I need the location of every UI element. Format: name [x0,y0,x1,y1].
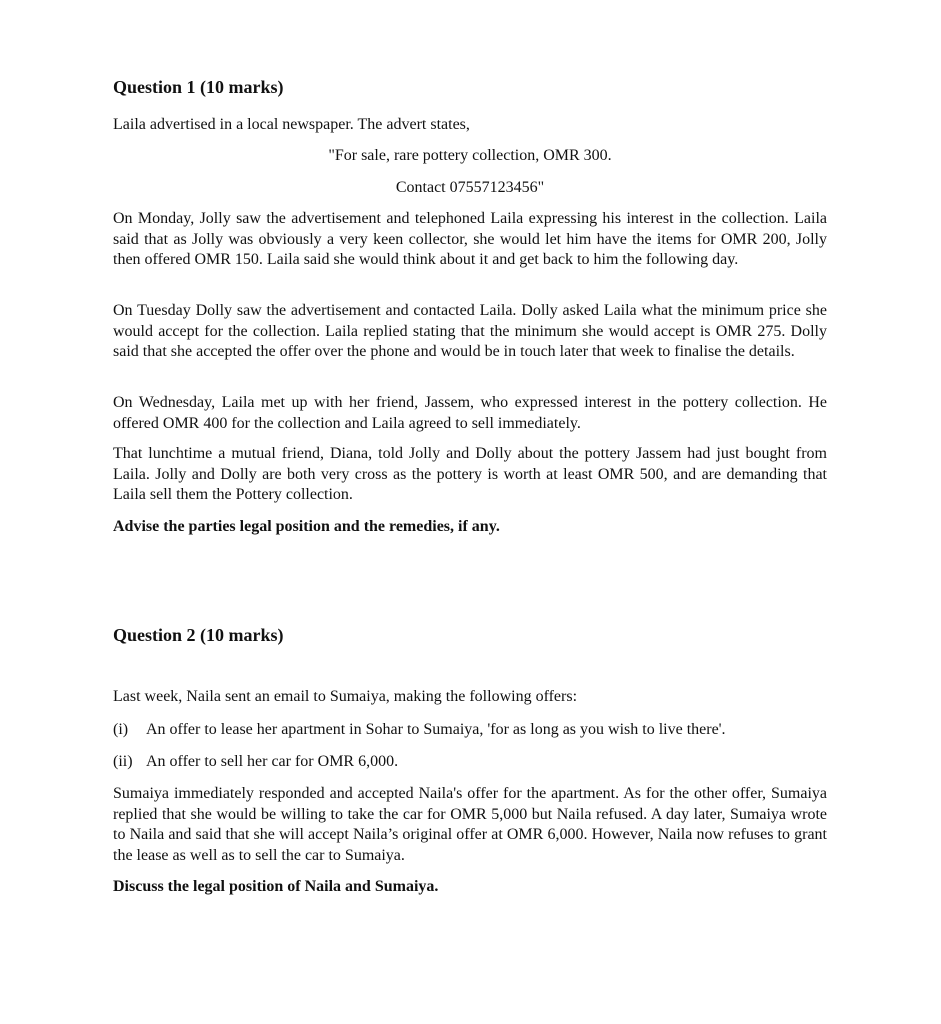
paragraph-tuesday: On Tuesday Dolly saw the advertisement and contacted Laila. Dolly asked Laila what the minimum price she would accept for the collection. Laila replied stating that the minimum she would accept is OMR 275. Dolly said that she accepted the offer over the phone and would be in touch later that week to finalise the details. [113,302,827,360]
advert-line-1: "For sale, rare pottery collection, OMR 300. [328,147,612,164]
question-1-intro: Laila advertised in a local newspaper. The advert states, [113,116,470,133]
question-1-heading: Question 1 (10 marks) [113,77,284,97]
paragraph-lunchtime: That lunchtime a mutual friend, Diana, told Jolly and Dolly about the pottery Jassem had just bought from Laila. Jolly and Dolly are both very cross as the pottery is worth at least OMR 500, and are demanding that Laila sell them the Pottery collection. [113,445,827,503]
question-2-heading: Question 2 (10 marks) [113,625,284,645]
paragraph-wednesday: On Wednesday, Laila met up with her friend, Jassem, who expressed interest in the pottery collection. He offered OMR 400 for the collection and Laila agreed to sell immediately. [113,394,827,432]
offer-text: An offer to sell her car for OMR 6,000. [146,753,399,770]
offer-text: An offer to lease her apartment in Sohar to Sumaiya, 'for as long as you wish to live there'. [146,721,726,738]
advert-line-2: Contact 07557123456" [395,179,545,196]
offer-item [113,752,827,772]
offer-item [113,720,827,740]
question-2-task: Discuss the legal position of Naila and Sumaiya. [113,878,439,895]
question-1-task: Advise the parties legal position and the remedies, if any. [113,518,500,535]
paragraph-response: Sumaiya immediately responded and accepted Naila's offer for the apartment. As for the other offer, Sumaiya replied that she would be willing to take the car for OMR 5,000 but Naila refused. A day later, Sumaiya wrote to Naila and said that she will accept Naila’s original offer at OMR 6,000. However, Naila now refuses to grant the lease as well as to sell the car to Sumaiya. [113,785,827,864]
offer-marker: (ii) [113,753,133,770]
offer-marker: (i) [113,721,129,738]
question-2-intro: Last week, Naila sent an email to Sumaiya, making the following offers: [113,688,578,705]
paragraph-monday: On Monday, Jolly saw the advertisement and telephoned Laila expressing his interest in the collection. Laila said that as Jolly was obviously a very keen collector, she would let him have the items for OMR 200, Jolly then offered OMR 150. Laila said she would think about it and get back to him the following day. [113,210,827,268]
